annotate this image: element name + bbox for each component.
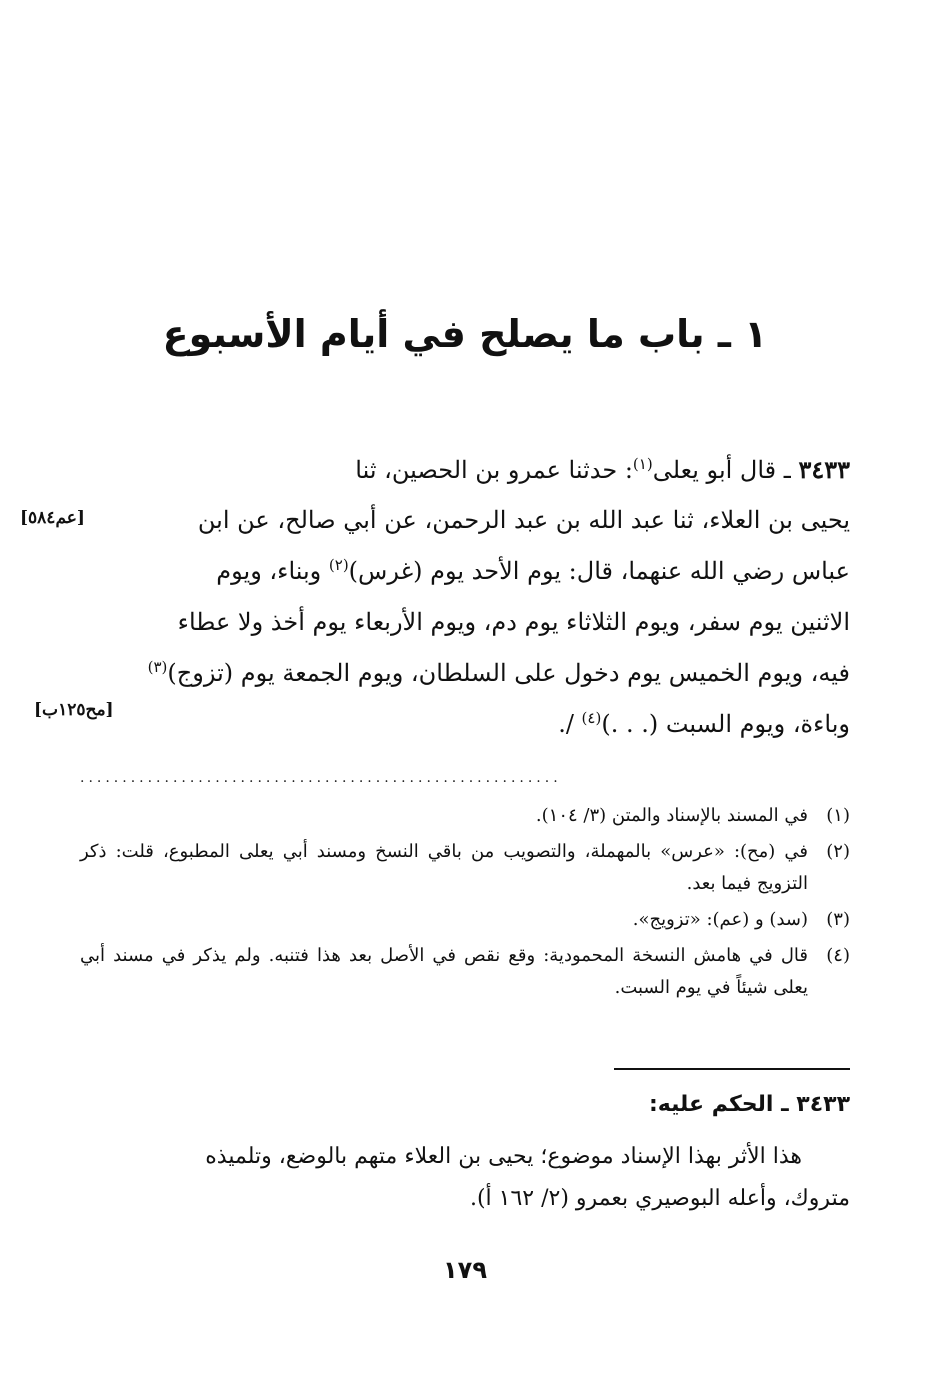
hadith-line-5-text: فيه، ويوم الخميس يوم دخول على السلطان، ويوم الجمعة يوم (تزوج) [167, 659, 850, 687]
hadith-line-6 [80, 699, 850, 750]
ruling-line-1: هذا الأثر بهذا الإسناد موضوع؛ يحيى بن العلاء متهم بالوضع، وتلميذه [205, 1144, 802, 1169]
ruling-heading: ٣٤٣٣ ـ الحكم عليه: [648, 1092, 850, 1117]
footnote-ref-4[interactable]: (٤) [581, 709, 602, 727]
footnote-number: (٢) [826, 841, 850, 862]
chapter-title: ١ ـ باب ما يصلح في أيام الأسبوع [162, 312, 768, 356]
hadith-line-3 [80, 546, 850, 597]
footnote-text: في (مح): «عرس» بالمهملة، والتصويب من باقي النسخ ومسند أبي يعلى المطبوع، قلت: ذكر التزويج فيما بعد. [80, 841, 808, 894]
hadith-line-1 [80, 444, 850, 495]
footnote-item [80, 836, 850, 900]
hadith-line-3-text: عباس رضي الله عنهما، قال: يوم الأحد يوم (غرس) [348, 557, 850, 585]
footnote-ref-3[interactable]: (٣) [147, 658, 168, 676]
hadith-line-1-rest: : حدثنا عمرو بن الحصين، ثنا [355, 456, 633, 484]
margin-note-manuscript-1: [عم٥٨٤] [20, 508, 85, 528]
hadith-line-3-rest: وبناء، ويوم [216, 557, 329, 585]
section-divider [614, 1068, 850, 1070]
margin-note-manuscript-2: [مح١٢٥ب] [34, 700, 114, 720]
footnote-number: (١) [826, 805, 850, 826]
footnote-item [80, 800, 850, 832]
hadith-line-6-text: وباءة، ويوم السبت (. . .) [601, 710, 850, 738]
hadith-line-6-rest: /. [558, 710, 582, 738]
footnote-item [80, 904, 850, 936]
page-number: ١٧٩ [443, 1256, 487, 1284]
hadith-line-2: يحيى بن العلاء، ثنا عبد الله بن عبد الرحمن، عن أبي صالح، عن ابن [197, 506, 850, 534]
hadith-text [80, 444, 850, 750]
footnote-item [80, 940, 850, 1004]
footnote-number: (٤) [826, 945, 850, 966]
hadith-number: ٣٤٣٣ [798, 455, 850, 484]
hadith-line-5 [80, 648, 850, 699]
footnote-text: قال في هامش النسخة المحمودية: وقع نقص في الأصل بعد هذا فتنبه. ولم يذكر في مسند أبي يعلى شيئاً في يوم السبت. [80, 945, 808, 998]
footnote-separator: ......................................................... [80, 770, 562, 786]
footnote-ref-1[interactable]: (١) [632, 455, 653, 473]
footnote-number: (٣) [826, 909, 850, 930]
ruling-line-2: متروك، وأعله البوصيري بعمرو (٢/ ١٦٢ أ). [469, 1186, 850, 1211]
footnotes [80, 800, 850, 1008]
hadith-line-1-text: ـ قال أبو يعلى [652, 456, 791, 484]
hadith-line-4: الاثنين يوم سفر، ويوم الثلاثاء يوم دم، ويوم الأربعاء يوم أخذ ولا عطاء [177, 608, 850, 636]
footnote-text: (سد) و (عم): «تزويج». [632, 909, 808, 930]
footnote-ref-2[interactable]: (٢) [328, 556, 349, 574]
footnote-text: في المسند بالإسناد والمتن (٣/ ١٠٤). [535, 805, 808, 826]
ruling-text [80, 1136, 850, 1220]
